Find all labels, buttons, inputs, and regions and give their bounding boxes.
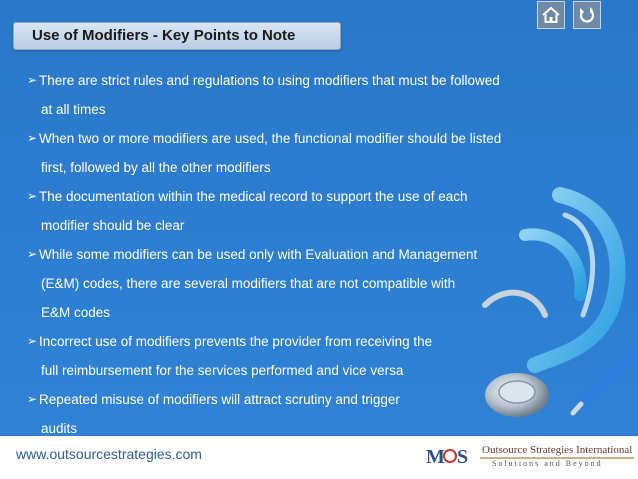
arrow-bullet-icon: ➢ bbox=[27, 247, 38, 261]
footer bbox=[0, 436, 638, 479]
logo-tagline: Solutions and Beyond bbox=[492, 459, 603, 468]
bullet-text-line: full reimbursement for the services performed and vice versa bbox=[41, 363, 404, 378]
return-button[interactable] bbox=[573, 1, 601, 29]
home-icon bbox=[541, 5, 561, 25]
bullet-text-line: Repeated misuse of modifiers will attract scrutiny and trigger bbox=[39, 392, 400, 407]
title-bar bbox=[13, 22, 341, 50]
bullet-text-line: When two or more modifiers are used, the functional modifier should be listed bbox=[39, 131, 502, 146]
bullet-item bbox=[27, 327, 587, 385]
arrow-bullet-icon: ➢ bbox=[27, 73, 38, 87]
bullet-text-line: There are strict rules and regulations to using modifiers that must be followed bbox=[39, 73, 500, 88]
bullet-text-line: Incorrect use of modifiers prevents the provider from receiving the bbox=[39, 334, 433, 349]
bullet-list bbox=[27, 66, 587, 436]
svg-text:M: M bbox=[426, 446, 445, 468]
logo-company-name: Outsource Strategies International bbox=[482, 444, 633, 456]
bullet-text-line: audits bbox=[41, 421, 78, 436]
bullet-text-line: first, followed by all the other modifiers bbox=[41, 160, 271, 175]
home-button[interactable] bbox=[537, 1, 565, 29]
bullet-text-line: The documentation within the medical record to support the use of each bbox=[39, 189, 468, 204]
bullet-item bbox=[27, 182, 587, 240]
logo-mark-icon bbox=[424, 441, 472, 473]
arrow-bullet-icon: ➢ bbox=[27, 189, 38, 203]
return-icon bbox=[577, 5, 597, 25]
bullet-text-line: E&M codes bbox=[41, 305, 111, 320]
bullet-item bbox=[27, 66, 587, 124]
arrow-bullet-icon: ➢ bbox=[27, 131, 38, 145]
bullet-text-line: at all times bbox=[41, 102, 106, 117]
bullet-text-line: (E&M) codes, there are several modifiers that are not compatible with bbox=[41, 276, 456, 291]
bullet-item bbox=[27, 240, 587, 327]
arrow-bullet-icon: ➢ bbox=[27, 334, 38, 348]
svg-text:S: S bbox=[457, 446, 469, 468]
page-title: Use of Modifiers - Key Points to Note bbox=[32, 27, 296, 44]
arrow-bullet-icon: ➢ bbox=[27, 392, 38, 406]
bullet-text-line: modifier should be clear bbox=[41, 218, 185, 233]
bullet-item bbox=[27, 124, 587, 182]
company-logo bbox=[424, 441, 634, 473]
website-link[interactable]: www.outsourcestrategies.com bbox=[16, 446, 202, 462]
bullet-text-line: While some modifiers can be used only with Evaluation and Management bbox=[39, 247, 478, 262]
bullet-item bbox=[27, 385, 587, 436]
